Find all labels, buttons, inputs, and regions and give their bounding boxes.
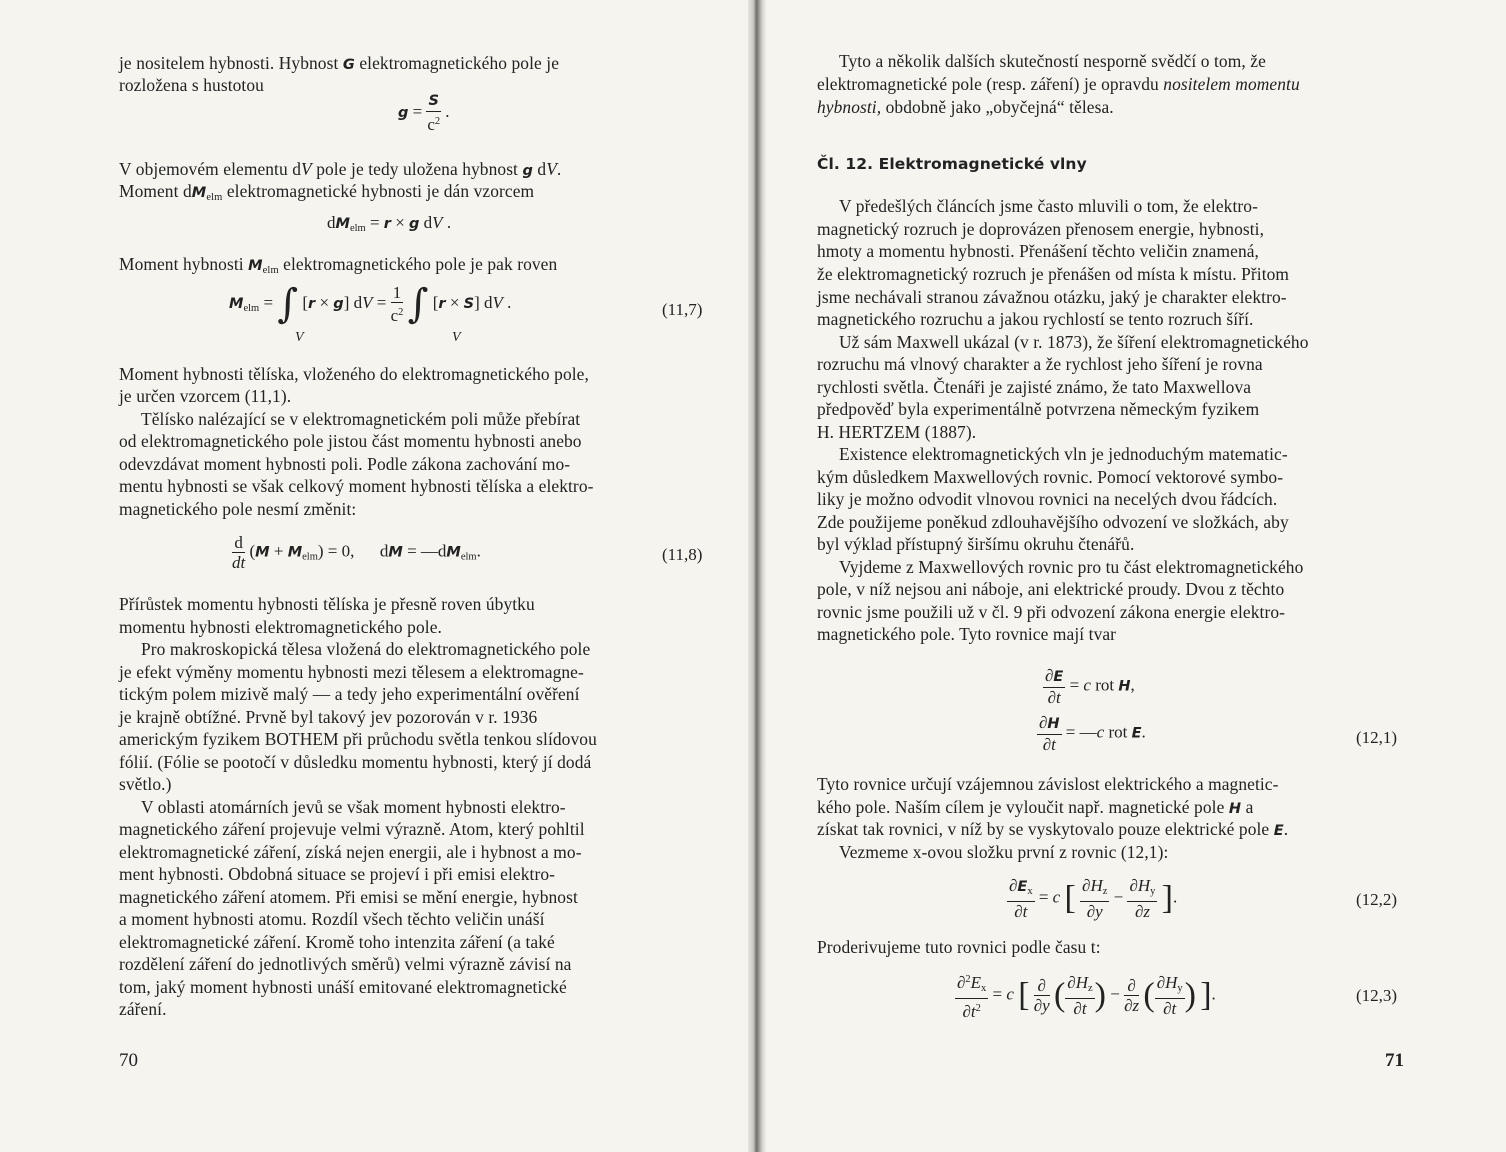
text-line: světlo.) (119, 774, 172, 794)
equation-number: (11,7) (662, 300, 703, 319)
text-line: Vyjdeme z Maxwellových rovnic pro tu část elektromagnetického (839, 557, 1304, 577)
text-line: Zde použijeme poněkud zdlouhavějšího odvození ve složkách, aby (817, 512, 1289, 532)
text-line: Proderivujeme tuto rovnici podle času t: (817, 937, 1101, 957)
text-line: liky je možno odvodit vlnovou rovnici na necelých dvou řádcích. (817, 489, 1278, 509)
equation-g: g = $\frac{S}{c^2}$ . (398, 93, 450, 134)
text-line: Pro makroskopická tělesa vložená do elektromagnetického pole (141, 639, 591, 659)
equation-number: (12,1) (1356, 728, 1398, 747)
text-line: rozruchu má vlnový charakter a že rychlost jeho šíření je rovna (817, 354, 1263, 374)
text-line: tickým polem mizivě malý — a tedy jeho experimentální ověření (119, 684, 580, 704)
text-line: je určen vzorcem (11,1). (119, 386, 292, 406)
equation-number: (12,2) (1356, 890, 1398, 909)
text-line: získat tak rovnici, v níž by se vyskytovalo pouze elektrické pole E. (817, 819, 1289, 839)
text-line: mentu hybnosti se však celkový moment hybnosti tělíska a elektro- (119, 476, 594, 496)
text-line: momentu hybnosti elektromagnetického pole. (119, 617, 442, 637)
equation-12-2: $\frac{\partial E_x}{\partial t}$ = c [ $\frac{\partial H_z}{\partial y}$ − $\frac{\partial H_y}{\partial z}$ ]. (1009, 876, 1178, 921)
text-line: že elektromagnetický rozruch je přenášen od místa k místu. Přitom (817, 264, 1290, 284)
equation-number: (11,8) (662, 545, 703, 564)
text-line: magnetického rozruchu a jakou rychlostí se tento rozruch šíří. (817, 309, 1254, 329)
text-line: od elektromagnetického pole jistou část momentu hybnosti anebo (119, 431, 582, 451)
text-line: elektromagnetické záření, získá nejen energii, ale i hybnost a mo- (119, 842, 582, 862)
equation-11-8: $\frac{d}{dt}$ $(M + M_{elm}) = 0$, dM = $—dM_{elm}$. (232, 533, 481, 572)
integral-limit: V (452, 330, 461, 345)
equation-11-7: $M_{elm}$ = ∫ [r × g] dV = $\frac{1}{c^2}$ ∫ [r × S] dV . (229, 281, 512, 327)
text-line: rozložena s hustotou (119, 75, 264, 95)
text-line: a moment hybnosti atomu. Rozdíl všech těchto veličin unáší (119, 909, 545, 929)
text-line: Tyto rovnice určují vzájemnou závislost elektrického a magnetic- (817, 774, 1279, 794)
text-line: americkým fyzikem BOTHEM při průchodu světla tenkou slídovou (119, 729, 597, 749)
page-number: 70 (119, 1050, 138, 1071)
integral-limit: V (295, 330, 304, 345)
text-line: magnetický rozruch je doprovázen přenosem energie, hybnosti, (817, 219, 1265, 239)
text-line: H. HERTZEM (1887). (817, 422, 977, 442)
text-line: magnetického pole. Tyto rovnice mají tvar (817, 624, 1117, 644)
section-heading: Čl. 12. Elektromagnetické vlny (817, 155, 1087, 173)
text-line: magnetického pole nesmí změnit: (119, 499, 357, 519)
text-line: je nositelem hybnosti. Hybnost G elektromagnetického pole je (119, 53, 560, 73)
text-line: odevzdávat moment hybnosti poli. Podle zákona zachování mo- (119, 454, 571, 474)
text-line: V oblasti atomárních jevů se však moment hybnosti elektro- (141, 797, 566, 817)
equation-12-3: $\frac{\partial^2E_x}{\partial t^2}$ = c [ $\frac{\partial}{\partial y}$ ( $\frac{\partial H_z}{\partial t}$ ) − $\frac{\partial}{\partial z}$ ( $\frac{\partial H_y}{\partial t}$ ) ]. (955, 970, 1216, 1021)
text-line: Vezmeme x-ovou složku první z rovnic (12,1): (839, 842, 1169, 862)
text-line: hybnosti, obdobně jako „obyčejná“ tělesa. (817, 97, 1114, 117)
text-line: záření. (119, 999, 167, 1019)
text-line: fólií. (Fólie se pootočí v důsledku momentu hybnosti, který jí dodá (119, 752, 592, 772)
text-line: byl výklad přístupný širšímu okruhu čtenářů. (817, 534, 1135, 554)
text-line: kým důsledkem Maxwellových rovnic. Pomocí vektorové symbo- (817, 467, 1284, 487)
text-line: je krajně obtížné. Prvně byl takový jev pozorován v r. 1936 (119, 707, 538, 727)
text-line: Přírůstek momentu hybnosti tělíska je přesně roven úbytku (119, 594, 535, 614)
text-line: elektromagnetické pole (resp. záření) je opravdu nositelem momentu (817, 74, 1300, 94)
book-gutter (748, 0, 766, 1152)
text-line: Moment $dM_{elm}$ elektromagnetické hybnosti je dán vzorcem (119, 181, 535, 203)
page-number: 71 (1385, 1050, 1404, 1071)
text-line: rovnic jsme použili už v čl. 9 při odvození zákona energie elektro- (817, 602, 1286, 622)
text-line: magnetického záření projevuje velmi výrazně. Atom, který pohltil (119, 819, 585, 839)
text-line: tom, jaký moment hybnosti unáší emitované elektromagnetické (119, 977, 567, 997)
text-line: předpověď byla experimentálně potvrzena německým fyzikem (817, 399, 1260, 419)
text-line: V předešlých článcích jsme často mluvili o tom, že elektro- (839, 196, 1258, 216)
equation-12-1b: $\frac{\partial H}{\partial t}$ = —c rot E. (1039, 713, 1146, 754)
text-line: rozdělení záření do jednotlivých směrů) velmi výrazně závisí na (119, 954, 572, 974)
text-line: V objemovém elementu dV pole je tedy uložena hybnost g dV. (119, 159, 562, 179)
text-line: jsme nechávali stranou závažnou otázku, jaký je charakter elektro- (817, 287, 1287, 307)
equation-dM: $dM_{elm} = r \times g$ dV . (327, 213, 452, 234)
text-line: magnetického záření atomem. Při emisi se mění energie, hybnost (119, 887, 578, 907)
text-line: je efekt výměny momentu hybnosti mezi tělesem a elektromagne- (119, 662, 584, 682)
equation-number: (12,3) (1356, 986, 1398, 1005)
text-line: rychlosti světla. Čtenáři je zajisté známo, že tato Maxwellova (817, 377, 1252, 397)
text-line: Moment hybnosti $M_{elm}$ elektromagnetického pole je pak roven (119, 254, 558, 276)
text-line: Existence elektromagnetických vln je jednoduchým matematic- (839, 444, 1288, 464)
text-line: ment hybnosti. Obdobná situace se projeví i při emisi elektro- (119, 864, 556, 884)
text-line: Tyto a několik dalších skutečností nesporně svědčí o tom, že (839, 51, 1266, 71)
text-line: Už sám Maxwell ukázal (v r. 1873), že šíření elektromagnetického (839, 332, 1309, 352)
text-line: elektromagnetické záření. Kromě toho intenzita záření (a také (119, 932, 555, 952)
text-line: pole, v níž nejsou ani náboje, ani elektrické proudy. Dvou z těchto (817, 579, 1285, 599)
text-line: Tělísko nalézající se v elektromagnetickém poli může přebírat (141, 409, 581, 429)
text-line: hmoty a momentu hybnosti. Přenášení těchto veličin znamená, (817, 241, 1260, 261)
equation-12-1a: $\frac{\partial E}{\partial t}$ = c rot H, (1045, 666, 1135, 707)
text-line: kého pole. Naším cílem je vyloučit např. magnetické pole H a (817, 797, 1254, 817)
text-line: Moment hybnosti tělíska, vloženého do elektromagnetického pole, (119, 364, 589, 384)
